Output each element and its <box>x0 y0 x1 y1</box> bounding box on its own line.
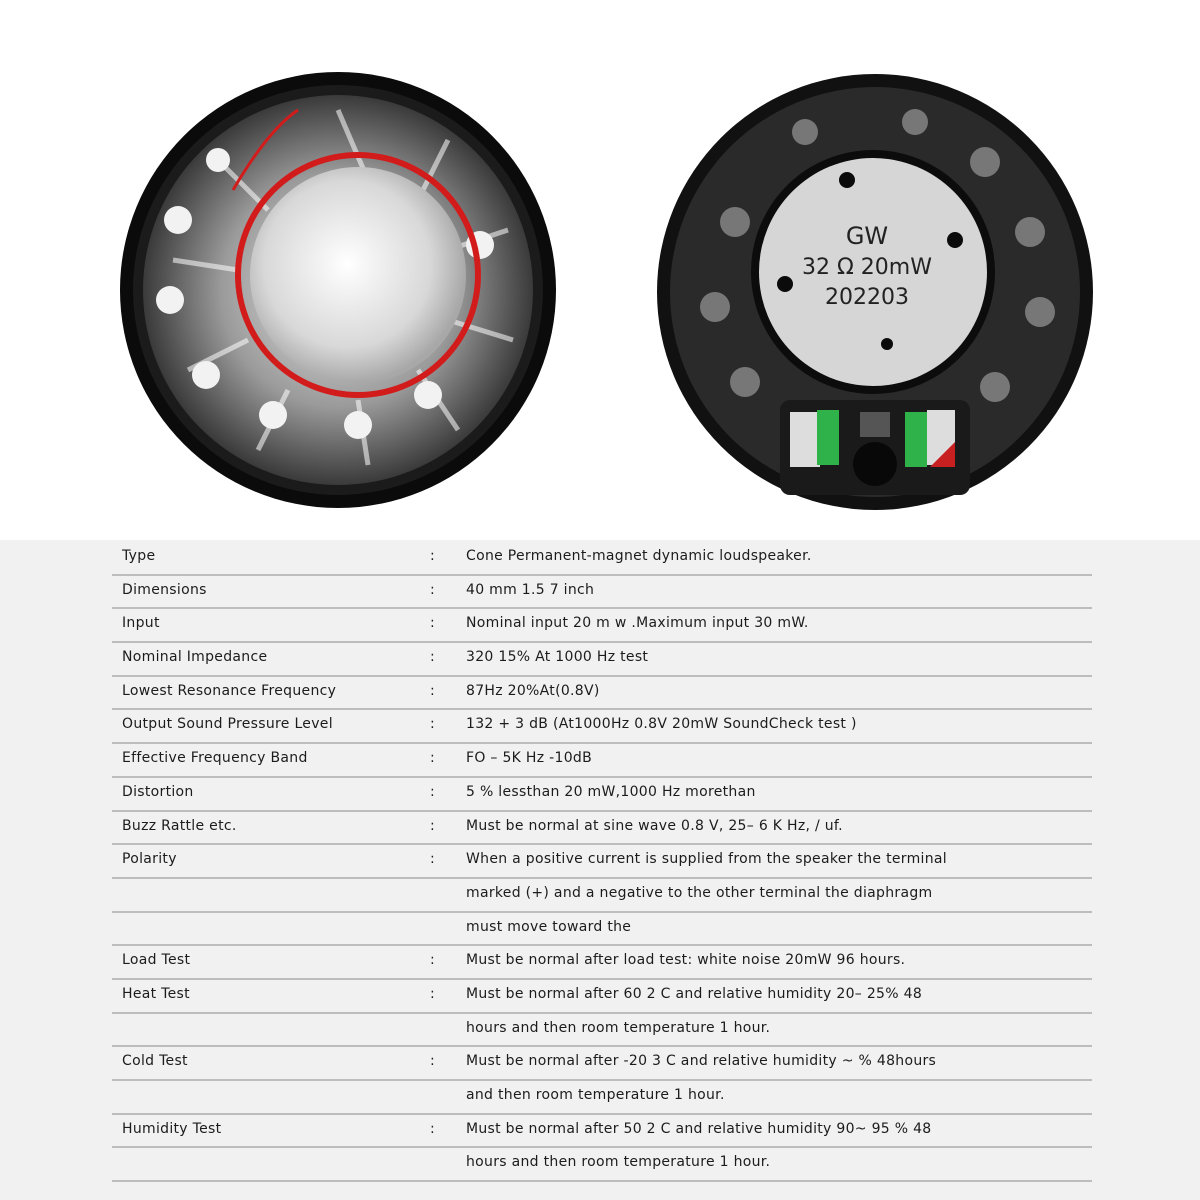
spec-label: Dimensions <box>122 581 207 598</box>
spec-label: Nominal Impedance <box>122 649 268 666</box>
spec-value: hours and then room temperature 1 hour. <box>466 1154 771 1171</box>
spec-separator: : <box>430 615 435 632</box>
spec-label: Cold Test <box>122 1053 188 1070</box>
spec-value: Must be normal after 50 2 C and relative humidity 90~ 95 % 48 <box>466 1120 932 1137</box>
spec-separator: : <box>430 682 435 699</box>
spec-row-distortion <box>112 778 1092 812</box>
spec-row-polarity-cont-1 <box>112 879 1092 913</box>
spec-label: Lowest Resonance Frequency <box>122 682 337 699</box>
spec-row-heat-test <box>112 980 1092 1014</box>
spec-row-buzz-rattle <box>112 812 1092 846</box>
spec-label: Polarity <box>122 851 177 868</box>
spec-value: Cone Permanent-magnet dynamic loudspeaker. <box>466 548 812 564</box>
spec-label: Output Sound Pressure Level <box>122 716 333 733</box>
speaker-back-image <box>655 72 1095 512</box>
spec-value: Must be normal after 60 2 C and relative humidity 20– 25% 48 <box>466 985 923 1002</box>
spec-separator: : <box>430 952 435 969</box>
spec-row-input <box>112 609 1092 643</box>
spec-separator: : <box>430 581 435 598</box>
spec-value: 40 mm 1.5 7 inch <box>466 581 595 598</box>
spec-row-frequency-band <box>112 744 1092 778</box>
specification-section <box>0 540 1200 1200</box>
driver-label-spec: 32 Ω 20mW <box>802 255 932 280</box>
spec-value: 320 15% At 1000 Hz test <box>466 649 649 666</box>
spec-label: Heat Test <box>122 985 190 1002</box>
spec-row-polarity <box>112 845 1092 879</box>
spec-row-type <box>112 542 1092 576</box>
spec-value: 5 % lessthan 20 mW,1000 Hz morethan <box>466 783 756 800</box>
spec-separator: : <box>430 649 435 666</box>
spec-table <box>112 542 1092 1182</box>
spec-row-heat-test-cont <box>112 1014 1092 1048</box>
spec-label: Distortion <box>122 783 194 800</box>
spec-value: Must be normal at sine wave 0.8 V, 25– 6 K Hz, / uf. <box>466 817 843 834</box>
spec-label: Effective Frequency Band <box>122 750 308 767</box>
spec-row-resonance-frequency <box>112 677 1092 711</box>
spec-label: Input <box>122 615 160 632</box>
spec-value: Must be normal after -20 3 C and relative humidity ~ % 48hours <box>466 1053 937 1070</box>
spec-separator: : <box>430 1053 435 1070</box>
spec-row-dimensions <box>112 576 1092 610</box>
driver-label-brand: GW <box>845 222 889 250</box>
spec-separator: : <box>430 548 435 564</box>
spec-row-cold-test <box>112 1047 1092 1081</box>
spec-row-humidity-test <box>112 1115 1092 1149</box>
spec-label: Buzz Rattle etc. <box>122 817 237 834</box>
spec-value: FO – 5K Hz -10dB <box>466 750 592 767</box>
spec-label: Load Test <box>122 952 191 969</box>
spec-value: 87Hz 20%At(0.8V) <box>466 682 600 699</box>
speaker-front-image <box>118 70 558 510</box>
spec-value: marked (+) and a negative to the other terminal the diaphragm <box>466 884 933 901</box>
spec-separator: : <box>430 750 435 767</box>
spec-separator: : <box>430 783 435 800</box>
spec-label: Humidity Test <box>122 1120 222 1137</box>
spec-label: Type <box>122 548 156 564</box>
spec-row-nominal-impedance <box>112 643 1092 677</box>
spec-value: must move toward the <box>466 918 632 935</box>
spec-row-humidity-test-cont <box>112 1148 1092 1182</box>
spec-value: 132 + 3 dB (At1000Hz 0.8V 20mW SoundCheck test ) <box>466 716 857 733</box>
spec-separator: : <box>430 1120 435 1137</box>
spec-separator: : <box>430 817 435 834</box>
spec-value: When a positive current is supplied from the speaker the terminal <box>466 851 947 868</box>
spec-value: Must be normal after load test: white noise 20mW 96 hours. <box>466 952 906 969</box>
spec-value: hours and then room temperature 1 hour. <box>466 1019 771 1036</box>
spec-value: and then room temperature 1 hour. <box>466 1087 725 1103</box>
spec-separator: : <box>430 851 435 868</box>
spec-separator: : <box>430 716 435 733</box>
spec-row-cold-test-cont <box>112 1081 1092 1115</box>
driver-label-date: 202203 <box>825 285 909 310</box>
spec-separator: : <box>430 985 435 1002</box>
product-photo-area <box>0 0 1200 540</box>
spec-row-polarity-cont-2 <box>112 913 1092 947</box>
spec-value: Nominal input 20 m w .Maximum input 30 mW. <box>466 615 809 632</box>
spec-row-load-test <box>112 946 1092 980</box>
spec-row-spl <box>112 710 1092 744</box>
